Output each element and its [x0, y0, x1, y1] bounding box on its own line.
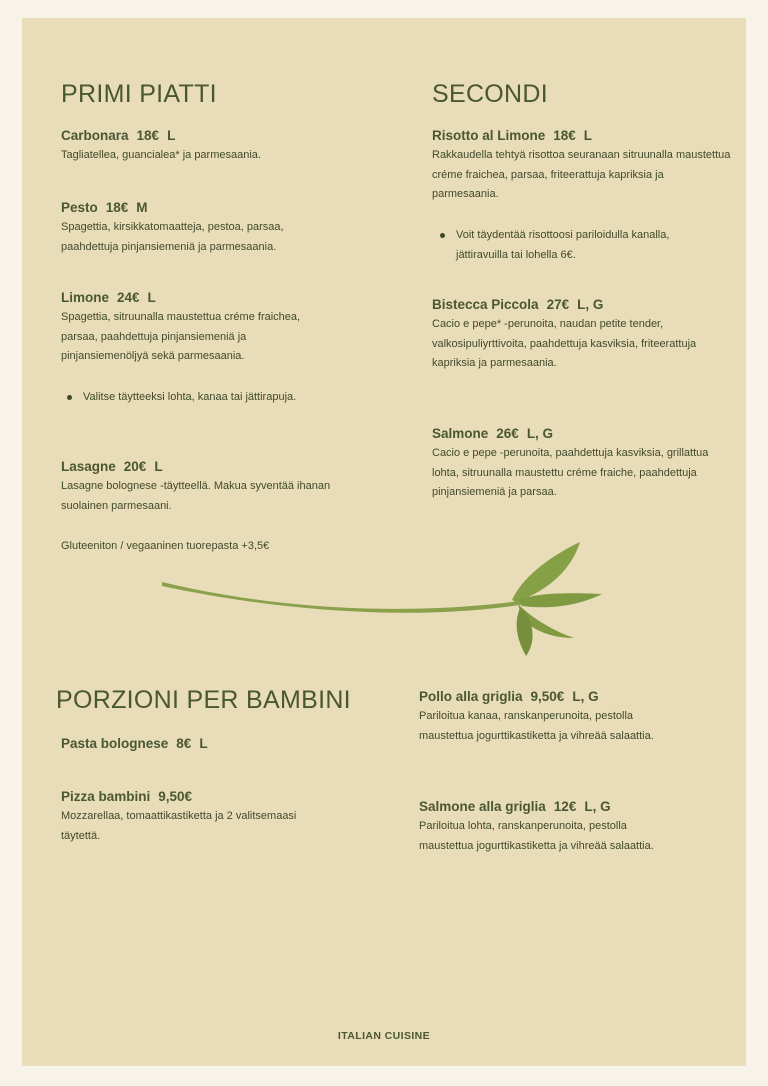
- item-name: Pesto: [61, 200, 98, 215]
- item-diet: L: [154, 459, 163, 474]
- item-price: 26€: [496, 426, 519, 441]
- item-title: [419, 689, 679, 704]
- secondi-heading: SECONDI: [432, 80, 549, 108]
- item-name: Salmone: [432, 426, 489, 441]
- menu-item-salmone-alla-griglia: [419, 799, 679, 856]
- menu-item-pesto: [61, 200, 336, 257]
- item-diet: L, G: [584, 799, 611, 814]
- item-title: [419, 799, 679, 814]
- bambini-heading: PORZIONI PER BAMBINI: [56, 686, 351, 714]
- pasta-option-note: Gluteeniton / vegaaninen tuorepasta +3,5€: [61, 540, 270, 552]
- item-price: 24€: [117, 290, 140, 305]
- item-diet: L: [167, 128, 176, 143]
- menu-item-risotto: [432, 128, 732, 205]
- item-title: [432, 128, 732, 143]
- menu-item-salmone: [432, 426, 712, 503]
- menu-item-lasagne: [61, 459, 336, 516]
- item-price: 18€: [105, 200, 129, 215]
- item-name: Lasagne: [61, 459, 116, 474]
- item-title: [61, 128, 336, 143]
- primi-bullet-note: Valitse täytteeksi lohta, kanaa tai jättirapuja.: [61, 388, 323, 408]
- item-price: 27€: [546, 297, 570, 312]
- item-title: [61, 789, 301, 804]
- olive-branch-icon: [162, 538, 602, 663]
- item-description: Spagettia, sitruunalla maustettua créme fraichea, parsaa, paahdettuja pinjansiemeniä ja pinjansiemenöljyä sekä parmesaania.: [61, 311, 301, 362]
- item-description: Cacio e pepe -perunoita, paahdettuja kasviksia, grillattua lohta, sitruunalla maustettu créme fraiche, paahdettuja pinjansiemeniä ja parsaa.: [432, 447, 709, 498]
- item-price: 9,50€: [158, 789, 193, 804]
- item-diet: L, G: [572, 689, 599, 704]
- item-price: 18€: [136, 128, 160, 143]
- item-diet: L: [147, 290, 156, 305]
- item-description: Lasagne bolognese -täytteellä. Makua syventää ihanan suolainen parmesaani.: [61, 480, 331, 512]
- secondi-bullet-note: Voit täydentää risottoosi pariloidulla kanalla, jättiravuilla tai lohella 6€.: [434, 226, 706, 265]
- item-diet: L: [199, 736, 208, 751]
- footer-label: ITALIAN CUISINE: [337, 1030, 431, 1042]
- item-name: Pollo alla griglia: [419, 689, 523, 704]
- item-price: 9,50€: [530, 689, 565, 704]
- item-title: [61, 736, 336, 751]
- item-name: Carbonara: [61, 128, 129, 143]
- item-description: Pariloitua lohta, ranskanperunoita, pestolla maustettua jogurttikastiketta ja vihreää salaattia.: [419, 820, 654, 852]
- item-diet: L, G: [526, 426, 554, 441]
- item-diet: M: [136, 200, 148, 215]
- item-name: Limone: [61, 290, 110, 305]
- item-name: Pizza bambini: [61, 789, 151, 804]
- menu-item-carbonara: [61, 128, 336, 166]
- item-name: Risotto al Limone: [432, 128, 546, 143]
- item-description: Mozzarellaa, tomaattikastiketta ja 2 valitsemaasi täytettä.: [61, 810, 297, 842]
- menu-item-pasta-bolognese: [61, 736, 336, 754]
- menu-item-pizza-bambini: [61, 789, 301, 846]
- item-name: Salmone alla griglia: [419, 799, 546, 814]
- item-title: [61, 200, 336, 215]
- menu-page: [22, 18, 746, 1066]
- item-description: Rakkaudella tehtyä risottoa seuranaan sitruunalla maustettua créme fraichea, parsaa, friteerattuja kapriksia ja parmesaania.: [432, 149, 731, 200]
- menu-item-limone: [61, 290, 336, 367]
- item-price: 8€: [176, 736, 192, 751]
- item-description: Cacio e pepe* -perunoita, naudan petite tender, valkosipuliyrttivoita, paahdettuja kasviksia, friteerattuja kapriksia ja parmesaania.: [432, 318, 697, 369]
- item-price: 20€: [123, 459, 147, 474]
- item-price: 12€: [553, 799, 577, 814]
- item-title: [432, 426, 712, 441]
- item-title: [61, 459, 336, 474]
- item-diet: L, G: [577, 297, 604, 312]
- item-price: 18€: [553, 128, 576, 143]
- item-name: Pasta bolognese: [61, 736, 169, 751]
- item-description: Spagettia, kirsikkatomaatteja, pestoa, parsaa, paahdettuja pinjansiemeniä ja parmesaania.: [61, 221, 284, 253]
- item-description: Tagliatellea, guancialea* ja parmesaania.: [61, 149, 261, 161]
- menu-item-pollo-alla-griglia: [419, 689, 679, 746]
- menu-item-bistecca: [432, 297, 732, 374]
- primi-heading: PRIMI PIATTI: [61, 80, 217, 108]
- item-title: [61, 290, 336, 305]
- item-name: Bistecca Piccola: [432, 297, 539, 312]
- item-diet: L: [583, 128, 593, 143]
- item-title: [432, 297, 732, 312]
- item-description: Pariloitua kanaa, ranskanperunoita, pestolla maustettua jogurttikastiketta ja vihreää salaattia.: [419, 710, 654, 742]
